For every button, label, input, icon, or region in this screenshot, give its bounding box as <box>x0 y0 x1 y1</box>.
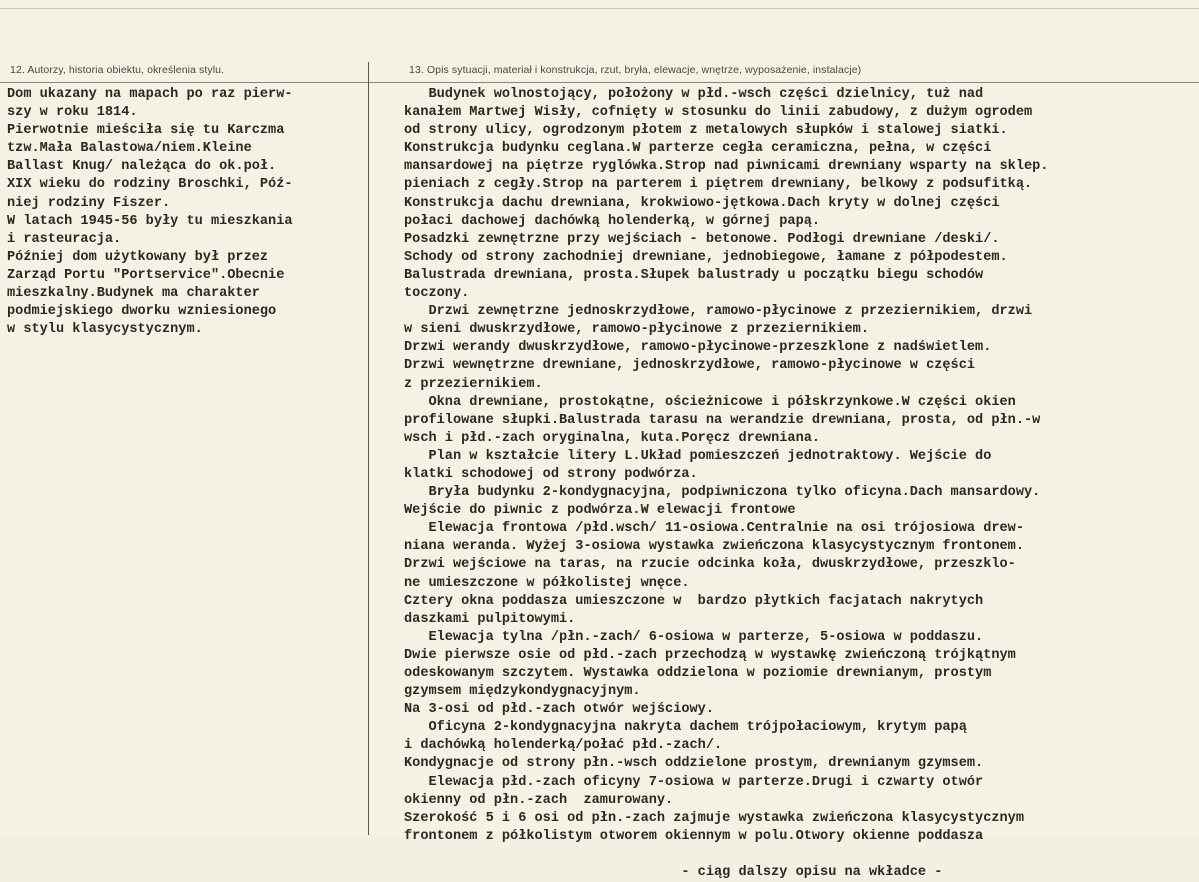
history-line: w stylu klasycystycznym. <box>7 322 203 338</box>
description-line: ne umieszczone w półkolistej wnęce. <box>404 575 690 591</box>
description-line: klatki schodowej od strony podwórza. <box>404 466 698 482</box>
history-line: i rasteuracja. <box>7 231 122 247</box>
description-line: Posadzki zewnętrzne przy wejściach - betonowe. Podłogi drewniane /deski/. <box>404 231 1000 247</box>
history-line: W latach 1945-56 były tu mieszkania <box>7 213 293 229</box>
description-line: wsch i płd.-zach oryginalna, kuta.Poręcz drewniana. <box>404 430 821 446</box>
blank-line <box>404 846 1194 864</box>
history-text <box>7 86 362 339</box>
description-line: daszkami pulpitowymi. <box>404 611 576 627</box>
description-line: Elewacja płd.-zach oficyny 7-osiowa w parterze.Drugi i czwarty otwór <box>404 774 984 790</box>
description-line: od strony ulicy, ogrodzonym płotem z metalowych słupków i stalowej siatki. <box>404 123 1008 139</box>
history-line: niej rodziny Fiszer. <box>7 195 171 211</box>
history-line: szy w roku 1814. <box>7 105 138 121</box>
continuation-note: - ciąg dalszy opisu na wkładce - <box>404 865 943 881</box>
history-line: XIX wieku do rodziny Broschki, Póź- <box>7 177 293 193</box>
section-12-header: 12. Autorzy, historia obiektu, określenia stylu. <box>10 64 225 76</box>
history-line: tzw.Mała Balastowa/niem.Kleine <box>7 141 252 157</box>
description-line: Oficyna 2-kondygnacyjna nakryta dachem trójpołaciowym, krytym papą <box>404 720 967 736</box>
description-line: Balustrada drewniana, prosta.Słupek balustrady u początku biegu schodów <box>404 267 984 283</box>
description-line: Konstrukcja budynku ceglana.W parterze cegła ceramiczna, pełna, w części <box>404 141 992 157</box>
description-line: Drzwi zewnętrzne jednoskrzydłowe, ramowo-płycinowe z przeziernikiem, drzwi <box>404 304 1033 320</box>
description-line: Dwie pierwsze osie od płd.-zach przechodzą w wystawkę zwieńczoną trójkątnym <box>404 647 1016 663</box>
description-line: kanałem Martwej Wisły, cofnięty w stosunku do linii zabudowy, z dużym ogrodem <box>404 105 1033 121</box>
column-divider <box>368 62 369 835</box>
description-line: profilowane słupki.Balustrada tarasu na werandzie drewniana, prosta, od płn.-w <box>404 412 1041 428</box>
description-line: toczony. <box>404 286 470 302</box>
description-line: Wejście do piwnic z podwórza.W elewacji frontowe <box>404 503 796 519</box>
description-line: Konstrukcja dachu drewniana, krokwiowo-jętkowa.Dach kryty w dolnej części <box>404 195 1000 211</box>
description-line: Szerokość 5 i 6 osi od płn.-zach zajmuje wystawka zwieńczona klasycystycznym <box>404 810 1024 826</box>
description-line: pieniach z cegły.Strop na parterem i piętrem drewniany, belkowy z podsufitką. <box>404 177 1033 193</box>
description-line: Kondygnacje od strony płn.-wsch oddzielone prostym, drewnianym gzymsem. <box>404 756 984 772</box>
top-border <box>0 0 1199 9</box>
description-line: połaci dachowej dachówką holenderką, w górnej papą. <box>404 213 821 229</box>
description-line: Plan w kształcie litery L.Układ pomieszczeń jednotraktowy. Wejście do <box>404 448 992 464</box>
description-line: w sieni dwuskrzydłowe, ramowo-płycinowe z przeziernikiem. <box>404 322 869 338</box>
description-line: Elewacja tylna /płn.-zach/ 6-osiowa w parterze, 5-osiowa w poddaszu. <box>404 629 984 645</box>
history-line: Później dom użytkowany był przez <box>7 249 269 265</box>
description-line: Budynek wolnostojący, położony w płd.-wsch części dzielnicy, tuż nad <box>404 87 984 102</box>
history-line: Ballast Knug/ należąca do ok.poł. <box>7 159 277 175</box>
description-line: Cztery okna poddasza umieszczone w bardzo płytkich facjatach nakrytych <box>404 593 984 609</box>
description-line: Drzwi wewnętrzne drewniane, jednoskrzydłowe, ramowo-płycinowe w części <box>404 358 976 374</box>
history-line: mieszkalny.Budynek ma charakter <box>7 286 260 302</box>
description-line: Okna drewniane, prostokątne, ościeżnicowe i półskrzynkowe.W części okien <box>404 394 1016 410</box>
description-line: okienny od płn.-zach zamurowany. <box>404 792 674 808</box>
description-line: Na 3-osi od płd.-zach otwór wejściowy. <box>404 702 714 718</box>
description-line: frontonem z półkolistym otworem okiennym w polu.Otwory okienne poddasza <box>404 828 984 844</box>
section-13-header: 13. Opis sytuacji, materiał i konstrukcja, rzut, bryła, elewacje, wnętrze, wyposażenie, instalacje) <box>409 64 862 76</box>
description-text <box>404 86 1194 882</box>
description-line: Elewacja frontowa /płd.wsch/ 11-osiowa.Centralnie na osi trójosiowa drew- <box>404 521 1024 537</box>
description-line: Schody od strony zachodniej drewniane, jednobiegowe, łamane z półpodestem. <box>404 249 1008 265</box>
description-line: gzymsem międzykondygnacyjnym. <box>404 684 641 700</box>
description-line: Bryła budynku 2-kondygnacyjna, podpiwniczona tylko oficyna.Dach mansardowy. <box>404 485 1041 501</box>
history-line: podmiejskiego dworku wzniesionego <box>7 304 277 320</box>
header-divider <box>0 82 1199 83</box>
history-line: Dom ukazany na mapach po raz pierw- <box>7 87 293 102</box>
description-line: Drzwi wejściowe na taras, na rzucie odcinka koła, dwuskrzydłowe, przeszklo- <box>404 557 1016 573</box>
history-line: Pierwotnie mieściła się tu Karczma <box>7 123 285 139</box>
description-line: z przeziernikiem. <box>404 376 543 392</box>
description-line: niana weranda. Wyżej 3-osiowa wystawka zwieńczona klasycystycznym frontonem. <box>404 539 1024 555</box>
description-line: i dachówką holenderką/połać płd.-zach/. <box>404 738 723 754</box>
history-line: Zarząd Portu "Portservice".Obecnie <box>7 267 285 283</box>
description-line: odeskowanym szczytem. Wystawka oddzielona w poziomie drewnianym, prostym <box>404 666 992 681</box>
description-line: mansardowej na piętrze ryglówka.Strop nad piwnicami drewniany wsparty na sklep. <box>404 159 1049 175</box>
description-line: Drzwi werandy dwuskrzydłowe, ramowo-płycinowe-przeszklone z nadświetlem. <box>404 340 992 356</box>
